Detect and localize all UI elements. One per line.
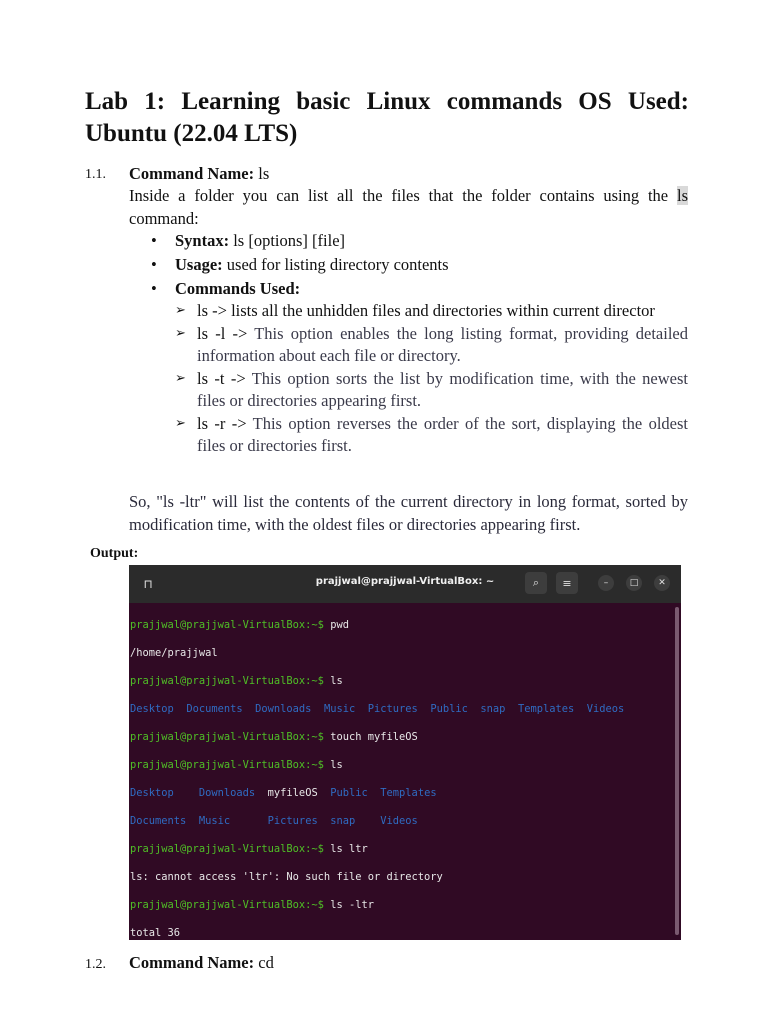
command-item [175,300,688,323]
section-heading [129,952,274,974]
search-icon[interactable]: ⌕ [525,572,547,594]
section-heading-label: Command Name: [129,164,255,183]
section-number: 1.1. [85,167,106,182]
document-title: Lab 1: Learning basic Linux commands OS Used: Ubuntu (22.04 LTS) [85,88,689,147]
intro-paragraph [129,185,688,230]
highlighted-ls: ls [676,186,688,205]
command: touch myfileOS [330,731,418,743]
dir-entry: Templates [517,703,575,715]
dir-entry: Pictures [267,815,318,827]
bullet-commands-used [129,277,688,301]
dir-entry: Templates [380,787,437,799]
terminal-line [130,758,673,772]
bullet-label: Syntax: [175,231,230,250]
dir-entry: Documents [186,703,243,715]
dir-entry: Music [323,703,356,715]
prompt: prajjwal@prajjwal-VirtualBox:~$ [130,843,324,855]
terminal-screenshot [129,565,681,940]
error-line: ls: cannot access 'ltr': No such file or directory [130,871,443,883]
command-desc: This option enables the long listing format, providing detailed information about each file or directory. [197,323,688,365]
section-heading [129,163,269,185]
terminal-title: prajjwal@prajjwal-VirtualBox: ~ [315,576,495,587]
command-item [175,323,688,368]
dir-entry: Public [330,787,368,799]
summary-paragraph: So, "ls -ltr" will list the contents of the current directory in long format, sorted by modification time, with the oldest files or directories appearing first. [129,492,688,534]
command: ls [330,759,343,771]
dir-entry: Documents [130,815,187,827]
bullet-text: ls [options] [file] [233,231,346,250]
dir-entry: Desktop [130,787,174,799]
intro-text-end: command: [129,208,199,228]
command-name: ls -l -> [197,323,248,343]
command-item [175,368,688,413]
dir-entry: Public [430,703,468,715]
terminal-titlebar [129,565,681,603]
section-heading-value: ls [258,164,270,183]
command: ls [330,675,343,687]
terminal-scrollbar[interactable] [675,607,679,935]
terminal-line: /home/prajjwal [130,647,218,659]
maximize-icon[interactable]: □ [626,575,642,591]
dir-entry: Videos [586,703,625,715]
command-name: ls -t -> [197,368,246,388]
dir-entry: Downloads [255,703,312,715]
command: pwd [330,619,349,631]
dir-entry: snap [480,703,506,715]
prompt: prajjwal@prajjwal-VirtualBox:~$ [130,759,324,771]
prompt: prajjwal@prajjwal-VirtualBox:~$ [130,731,324,743]
file-entry: myfileOS [267,787,318,799]
output-label: Output: [90,546,139,561]
section-heading-label: Command Name: [129,953,255,972]
dir-entry: Videos [380,815,418,827]
command-item [175,413,688,458]
dir-entry: snap [330,815,356,827]
bullet-text: used for listing directory contents [226,255,449,274]
terminal-line [130,618,673,632]
ls-output-line [130,814,673,828]
command-name: ls -> [197,301,227,320]
command-desc: lists all the unhidden files and directories within current director [226,301,655,320]
new-tab-icon[interactable]: ⊓ [143,577,153,591]
terminal-line [130,730,673,744]
section-heading-value: cd [258,953,274,972]
section-number: 1.2. [85,957,106,972]
prompt: prajjwal@prajjwal-VirtualBox:~$ [130,675,324,687]
dir-entry: Downloads [198,787,256,799]
terminal-line [130,674,673,688]
ls-output-line [130,702,673,716]
ls-output-line [130,786,673,800]
total-line: total 36 [130,927,181,939]
close-icon[interactable]: ✕ [654,575,670,591]
command-list [175,300,688,458]
bullet-list [129,229,688,301]
command-desc: This option sorts the list by modification time, with the newest files or directories appearing first. [197,368,688,410]
bullet-label: Usage: [175,255,223,274]
intro-text: Inside a folder you can list all the files that the folder contains using the [129,186,669,205]
bullet-syntax [129,229,688,253]
prompt: prajjwal@prajjwal-VirtualBox:~$ [130,619,324,631]
minimize-icon[interactable]: – [598,575,614,591]
bullet-usage [129,253,688,277]
prompt: prajjwal@prajjwal-VirtualBox:~$ [130,899,324,911]
command: ls -ltr [330,899,374,911]
dir-entry: Music [198,815,231,827]
command: ls ltr [330,843,368,855]
dir-entry: Desktop [130,703,174,715]
dir-entry: Pictures [367,703,418,715]
hamburger-menu-icon[interactable]: ≡ [556,572,578,594]
terminal-line [130,842,673,856]
bullet-label: Commands Used: [175,279,301,298]
terminal-output [130,604,673,940]
terminal-line [130,898,673,912]
command-name: ls -r -> [197,413,247,433]
command-desc: This option reverses the order of the sort, displaying the oldest files or directories first. [197,413,688,455]
